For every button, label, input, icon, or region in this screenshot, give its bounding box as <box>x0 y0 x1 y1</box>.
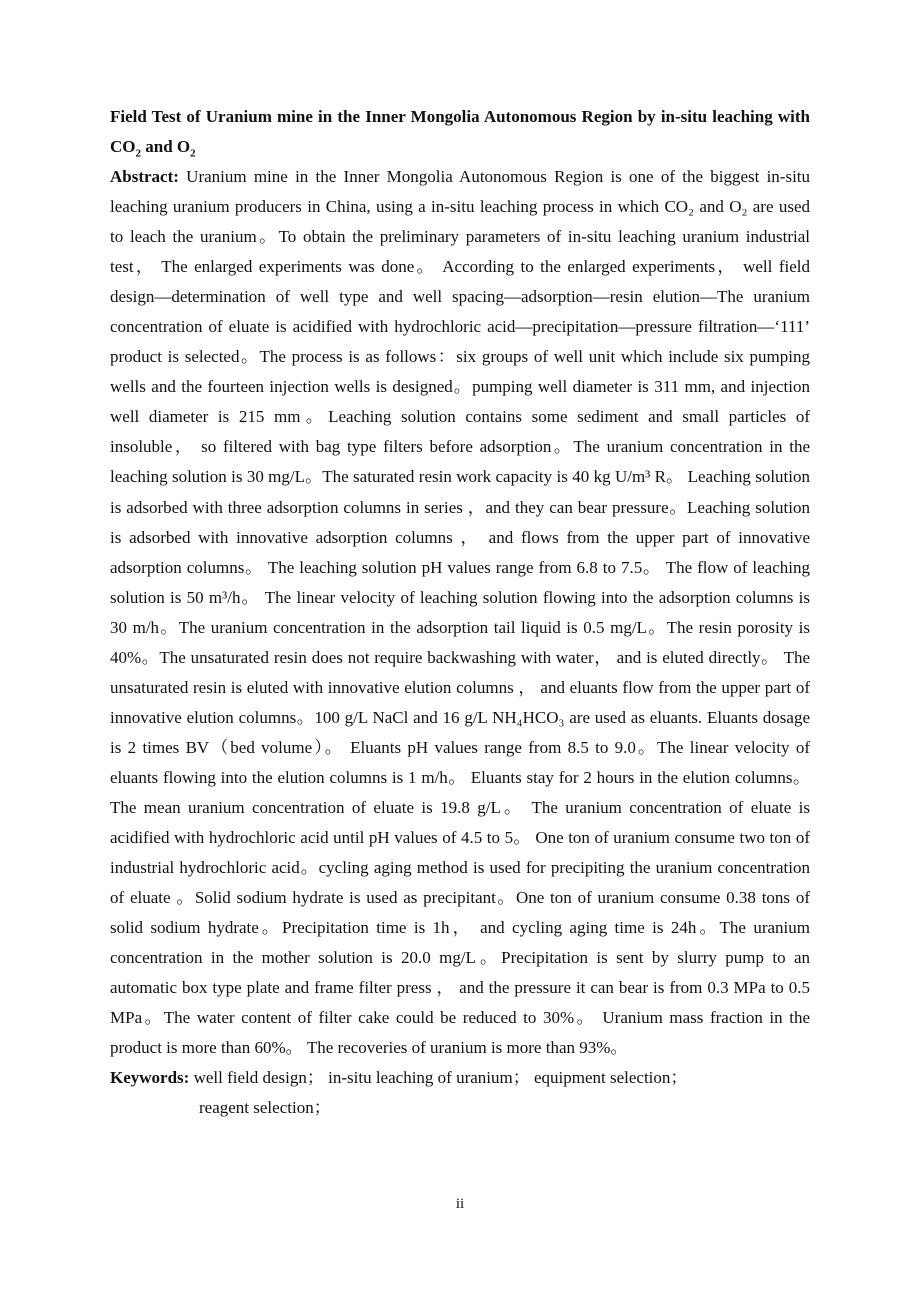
abstract-text: Uranium mine in the Inner Mongolia Autonomous Region is one of the biggest in-situ leaching uranium producers in China, using a in-situ leaching process in which CO₂ and O₂ are used to leach the uranium。To obtain the preliminary parameters of in-situ leaching uranium industrial test， The enlarged experiments was done。 According to the enlarged experiments， well field design—determination of well type and well spacing—adsorption—resin elution—The uranium concentration of eluate is acidified with hydrochloric acid—precipitation—pressure filtration—‘111’ product is selected。The process is as follows：six groups of well unit which include six pumping wells and the fourteen injection wells is designed。pumping well diameter is 311 mm, and injection well diameter is 215 mm。Leaching solution contains some sediment and small particles of insoluble， so filtered with bag type filters before adsorption。The uranium concentration in the leaching solution is 30 mg/L。The saturated resin work capacity is 40 kg U/m³ R。 Leaching solution is adsorbed with three adsorption columns in series ，and they can bear pressure。Leaching solution is adsorbed with innovative adsorption columns ， and flows from the upper part of innovative adsorption columns。 The leaching solution pH values range from 6.8 to 7.5。 The flow of leaching solution is 50 m³/h。 The linear velocity of leaching solution flowing into the adsorption columns is 30 m/h。The uranium concentration in the adsorption tail liquid is 0.5 mg/L。The resin porosity is 40%。The unsaturated resin does not require backwashing with water， and is eluted directly。 The unsaturated resin is eluted with innovative elution columns ， and eluants flow from the upper part of innovative elution columns。100 g/L NaCl and 16 g/L NH₄HCO₃ are used as eluants. Eluants dosage is 2 times BV（bed volume）。 Eluants pH values range from 8.5 to 9.0。The linear velocity of eluants flowing into the elution columns is 1 m/h。 Eluants stay for 2 hours in the elution columns。 The mean uranium concentration of eluate is 19.8 g/L。 The uranium concentration of eluate is acidified with hydrochloric acid until pH values of 4.5 to 5。 One ton of uranium consume two ton of industrial hydrochloric acid。cycling aging method is used for precipiting the uranium concentration of eluate 。Solid sodium hydrate is used as precipitant。One ton of uranium consume 0.38 tons of solid sodium hydrate。Precipitation time is 1h， and cycling aging time is 24h。The uranium concentration in the mother solution is 20.0 mg/L。Precipitation is sent by slurry pump to an automatic box type plate and frame filter press ， and the pressure it can bear is from 0.3 MPa to 0.5 MPa。The water content of filter cake could be reduced to 30%。 Uranium mass fraction in the product is more than 60%。 The recoveries of uranium is more than 93%。 <box>110 167 811 1058</box>
page-number: ii <box>455 1196 465 1212</box>
keywords-continuation: reagent selection； <box>199 1098 331 1118</box>
title-subscript-1: 2 <box>135 147 141 160</box>
abstract-paragraph <box>110 162 810 1063</box>
title-text-part1: Field Test of Uranium mine in the Inner Mongolia Autonomous Region by in-situ leaching with CO <box>110 107 810 156</box>
paper-title <box>110 102 810 162</box>
paper-page <box>110 102 810 1123</box>
keywords-text: well field design； in-situ leaching of uranium； equipment selection； <box>189 1068 688 1088</box>
abstract-label: Abstract: <box>110 167 179 186</box>
title-subscript-2: 2 <box>190 147 196 160</box>
keywords-label: Keywords: <box>110 1068 190 1088</box>
title-text-part2: and O <box>141 137 191 156</box>
keywords-line <box>110 1063 810 1093</box>
